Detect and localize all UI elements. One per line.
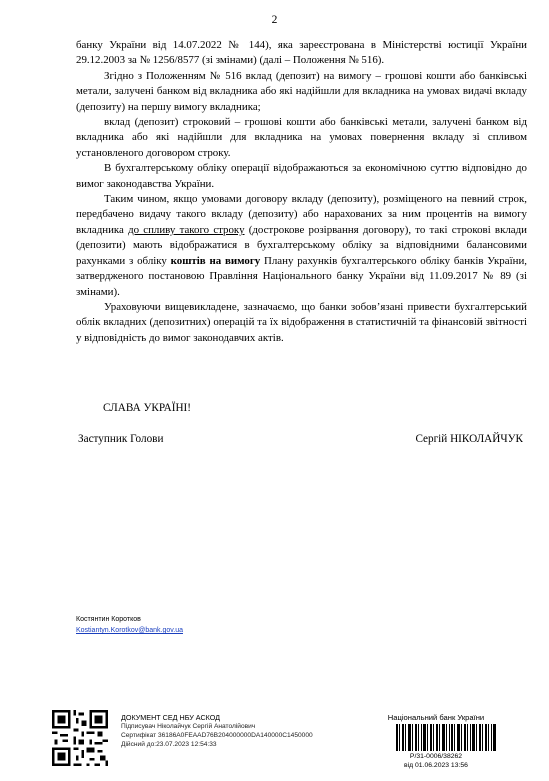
paragraph-5-part-b: (дострокове розірвання договору), то такі строкові вклади (депозити) мають відображатися в бухгалтерському обліку за відповідними балансовими рахунками з обліку <box>76 223 527 267</box>
closing-phrase: СЛАВА УКРАЇНІ! <box>103 402 191 414</box>
underlined-phrase: до спливу такого строку <box>128 223 245 236</box>
letter-body <box>76 38 527 346</box>
qr-code-icon <box>52 710 108 766</box>
digital-signature-stamp <box>121 713 313 749</box>
stamp-valid-until: Дійсний до:23.07.2023 12:54:33 <box>121 741 217 748</box>
paragraph-2: Згідно з Положенням № 516 вклад (депозит) на вимогу – грошові кошти або банківські метали, залучені банком від вкладника або які надійшли для вкладника на умовах видачі вкладу (депозиту) на першу вимогу вкладника; <box>76 69 527 113</box>
paragraph-5-part-a: Таким чином, якщо умовами договору вкладу (депозиту), розміщеного на певний строк, передбачено видачу такого вкладу (депозиту) або нарахованих за ним процентів на вимогу вкладника <box>76 193 527 236</box>
signatory-name: Сергій НІКОЛАЙЧУК <box>415 433 523 445</box>
page-number: 2 <box>271 14 278 26</box>
paragraph-1: банку України від 14.07.2022 № 144), яка зареєстрована в Міністерстві юстиції України 29.12.2003 за № 1256/8577 (зі змінами) (далі – Положення № 516). <box>76 39 527 67</box>
paragraph-5-part-c: Плану рахунків бухгалтерського обліку банків України, затвердженого постановою Правління Національного банку України від 11.09.2017 № 89 (зі змінами). <box>76 254 527 298</box>
registration-date: від 01.06.2023 13:56 <box>404 762 468 769</box>
paragraph-4: В бухгалтерському обліку операції відображаються за економічною суттю відповідно до вимог законодавства України. <box>76 162 527 190</box>
registration-bank: Національний банк України <box>387 713 485 722</box>
barcode-icon <box>396 724 496 751</box>
contact-email-link[interactable]: Kostiantyn.Korotkov@bank.gov.ua <box>76 627 183 634</box>
bold-phrase: коштів на вимогу <box>170 254 261 267</box>
registration-number: Р/31-0006/38262 <box>409 753 463 760</box>
signatory-title: Заступник Голови <box>78 433 164 445</box>
contact-block <box>76 614 183 636</box>
stamp-title: ДОКУМЕНТ СЕД НБУ АСКОД <box>121 713 221 722</box>
paragraph-3: вклад (депозит) строковий – грошові кошти або банківські метали, залучені банком від вкладника або які надійшли для вкладника на умовах повернення вкладу зі спливом установленого договором строку. <box>76 116 527 159</box>
contact-name: Костянтин Коротков <box>76 616 141 623</box>
registration-block <box>376 752 496 770</box>
paragraph-6: Ураховуючи вищевикладене, зазначаємо, що банки зобов’язані привести бухгалтерський облік вкладних (депозитних) операцій та їх відображення в статистичній та фінансовій звітності у відповідність до вимог законодавчих актів. <box>76 300 527 344</box>
paragraph-5 <box>76 192 527 300</box>
stamp-signer: Підписувач Ніколайчук Сергій Анатолійович <box>121 723 256 730</box>
stamp-certificate: Сертифікат 36186A0FEAAD76B204000000DA140000C1450000 <box>121 732 313 739</box>
